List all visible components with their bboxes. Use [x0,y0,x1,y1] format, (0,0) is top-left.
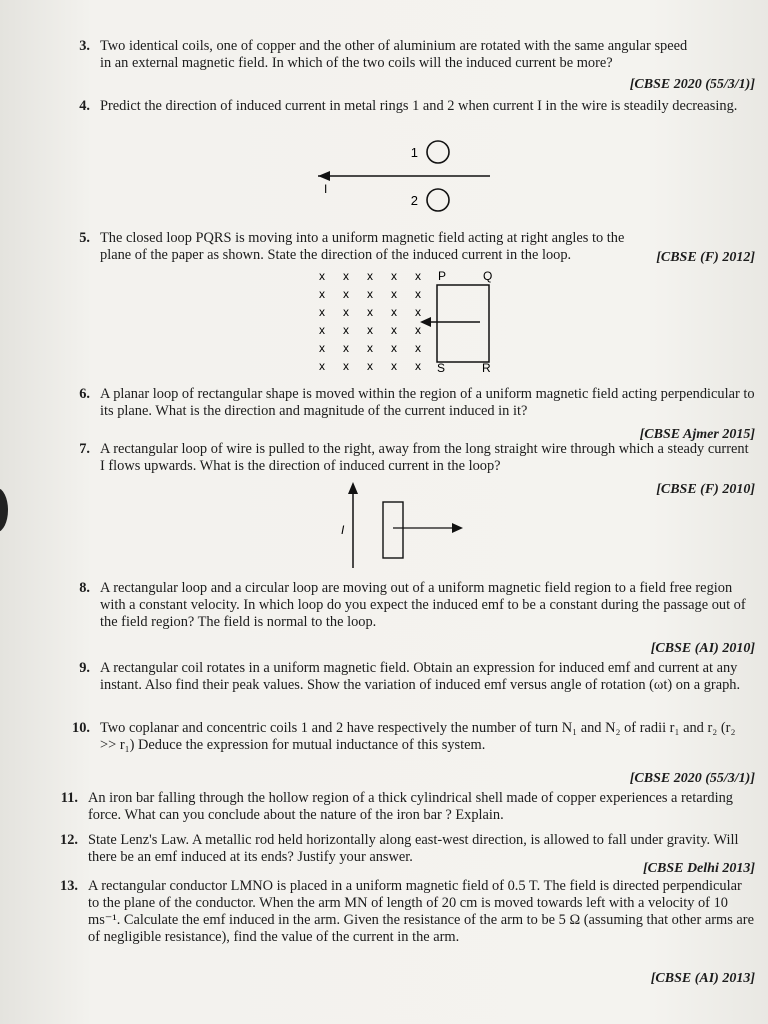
field-cross-mark: x [343,341,349,355]
field-cross-mark: x [367,341,373,355]
question-reference: [CBSE (F) 2010] [656,482,755,497]
question-reference: [CBSE (F) 2012] [656,250,755,265]
figure-rings-and-wire [300,135,500,220]
question-text: A planar loop of rectangular shape is moved within the region of a uniform magnetic field acting perpendicular to its plane. What is the direction and magnitude of the current induced in it? [100,386,755,419]
question-number: 8. [79,580,90,596]
ring-2-label: 2 [410,193,418,208]
current-label: I [341,523,345,537]
field-cross-mark: x [319,305,325,319]
question-text: Two coplanar and concentric coils 1 and 2 have respectively the number of turn N₁ and N₂ of radii r₁ and r₂ (r₂ >> r₁) Deduce the expression for mutual inductance of this system. [100,720,736,753]
field-cross-mark: x [391,359,397,373]
question-text: A rectangular conductor LMNO is placed in a uniform magnetic field of 0.5 T. The field is directed perpendicular to the plane of the conductor. When the arm MN of length of 20 cm is moved towards left with a velocity of 10 ms⁻¹. Calculate the emf induced in the arm. Given the resistance of the arm to be 5 Ω (assuming that other arms are of negligible resistance), find the value of the current in the arm. [88,878,754,945]
label-q: Q [483,269,493,283]
field-cross-mark: x [391,341,397,355]
rings-diagram [300,135,500,220]
field-cross-mark: x [391,287,397,301]
arrow-left-icon [420,317,431,327]
question-5 [60,230,755,270]
field-cross-mark: x [319,287,325,301]
pqrs-field-diagram [305,265,505,380]
field-cross-mark: x [343,287,349,301]
field-cross-mark: x [391,269,397,283]
question-11 [48,790,755,830]
question-number: 9. [79,660,90,676]
binder-hole [0,488,8,532]
question-text: A rectangular loop and a circular loop are moving out of a uniform magnetic field region to a field free region with a constant velocity. In which loop do you expect the induced emf to be a constant during the passage out of the field region? The field is normal to the loop. [100,580,746,630]
question-number: 13. [60,878,78,894]
field-cross-mark: x [415,305,421,319]
field-cross-mark: x [319,341,325,355]
field-cross-mark: x [367,269,373,283]
ring-1-label: 1 [410,145,418,160]
question-8 [60,580,755,660]
question-number: 5. [79,230,90,246]
field-cross-mark: x [391,323,397,337]
question-reference: [CBSE Delhi 2013] [642,861,755,876]
question-text: The closed loop PQRS is moving into a uniform magnetic field acting at right angles to the plane of the paper as shown. State the direction of the induced current in the loop. [100,230,625,263]
field-cross-mark: x [343,359,349,373]
question-reference: [CBSE (AI) 2013] [650,971,755,986]
field-cross-mark: x [415,323,421,337]
question-9 [60,660,755,720]
field-cross-mark: x [367,305,373,319]
question-number: 3. [79,38,90,54]
label-r: R [482,361,491,375]
label-p: P [438,269,447,283]
rectangular-loop [383,502,403,558]
question-number: 12. [60,832,78,848]
field-cross-mark: x [415,287,421,301]
metal-ring-2 [427,189,449,211]
field-cross-mark: x [415,359,421,373]
question-text: Predict the direction of induced current in metal rings 1 and 2 when current I in the wire is steadily decreasing. [100,98,738,114]
question-text: State Lenz's Law. A metallic rod held horizontally along east-west direction, is allowed to fall under gravity. Will there be an emf induced at its ends? Justify your answer. [88,832,739,865]
question-reference: [CBSE (AI) 2010] [650,641,755,656]
question-number: 11. [60,790,78,806]
loop-wire-diagram [335,480,475,570]
question-number: 10. [72,720,90,736]
field-cross-mark: x [343,323,349,337]
field-cross-mark: x [319,269,325,283]
question-reference: [CBSE Ajmer 2015] [639,427,755,442]
field-cross-mark: x [343,269,349,283]
figure-loop-and-wire [335,480,475,570]
question-number: 4. [79,98,90,114]
question-10 [60,720,755,790]
question-text: A rectangular coil rotates in a uniform magnetic field. Obtain an expression for induced emf and current at any instant. Also find their peak values. Show the variation of induced emf versus angle of rotation (ωt) on a graph. [100,660,741,693]
question-number: 6. [79,386,90,402]
question-12 [48,832,755,876]
field-cross-mark: x [319,359,325,373]
field-cross-mark: x [367,359,373,373]
question-3 [60,38,755,102]
question-number: 7. [79,441,90,457]
field-cross-mark: x [367,323,373,337]
loop-pqrs [437,285,489,362]
metal-ring-1 [427,141,449,163]
field-cross-mark: x [415,269,421,283]
wire-current-label: I [324,182,328,196]
question-reference: [CBSE 2020 (55/3/1)] [629,77,755,92]
arrow-up-icon [348,482,358,494]
question-4 [60,98,755,138]
field-cross-mark: x [319,323,325,337]
label-s: S [437,361,446,375]
arrow-right-icon [452,523,463,533]
question-text: A rectangular loop of wire is pulled to the right, away from the long straight wire through which a steady current I flows upwards. What is the direction of induced current in the loop? [100,441,749,474]
field-cross-mark: x [367,287,373,301]
field-cross-mark: x [343,305,349,319]
field-cross-mark: x [391,305,397,319]
current-arrow-left-icon [318,171,330,181]
question-text: Two identical coils, one of copper and the other of aluminium are rotated with the same angular speed in an external magnetic field. In which of the two coils will the induced current be more? [100,38,688,71]
field-cross-mark: x [415,341,421,355]
question-reference: [CBSE 2020 (55/3/1)] [629,771,755,786]
question-6 [60,386,755,446]
figure-loop-pqrs [305,265,505,380]
question-text: An iron bar falling through the hollow region of a thick cylindrical shell made of copper experiences a retarding force. What can you conclude about the nature of the iron bar ? Explain. [88,790,733,823]
question-13 [48,878,755,998]
